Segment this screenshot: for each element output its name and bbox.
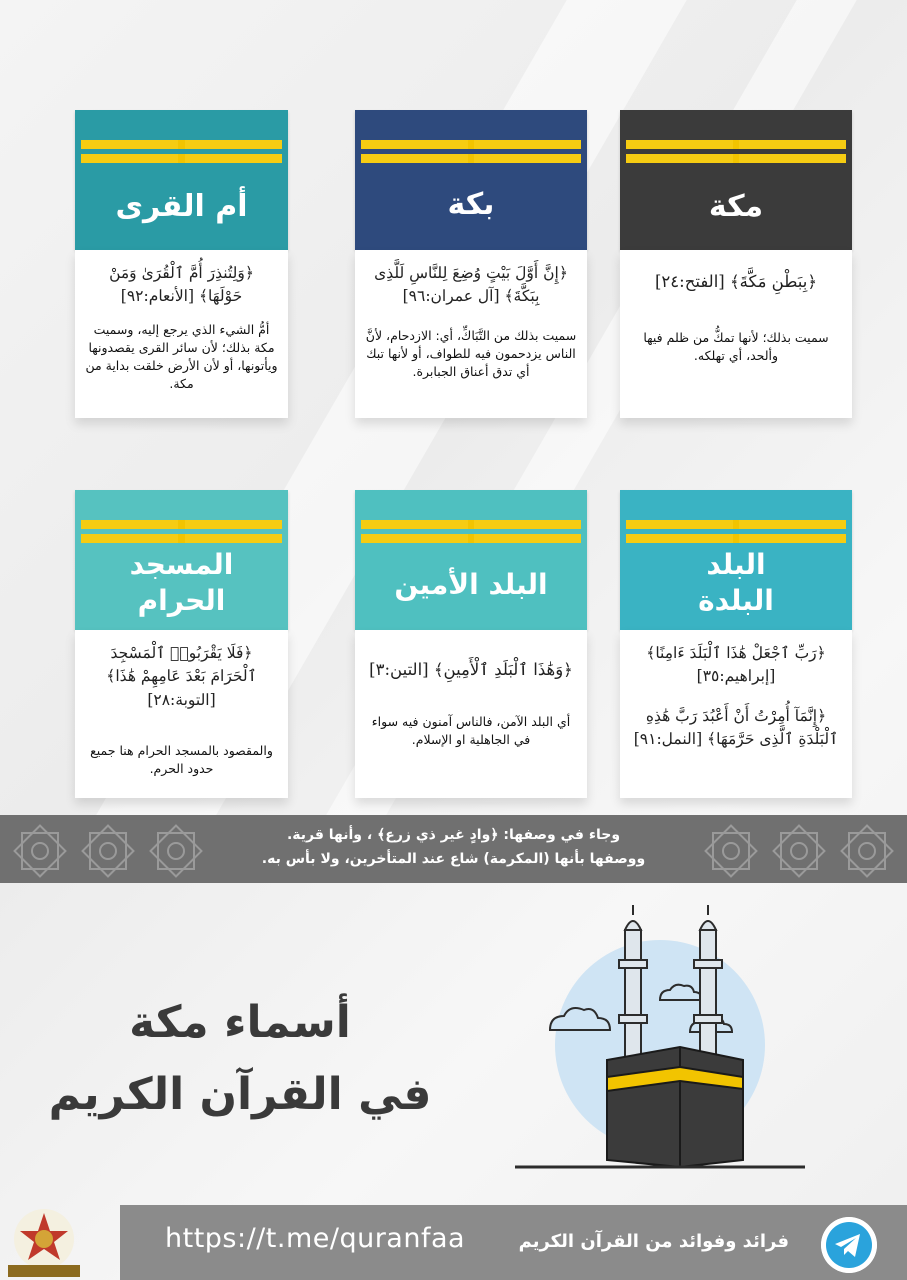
kaaba-illustration — [515, 905, 805, 1170]
forum-logo — [4, 1205, 122, 1280]
verse-second: ﴿إِنَّمَآ أُمِرْتُ أَنْ أَعْبُدَ رَبَّ هَٰذِهِ ٱلْبَلْدَةِ ٱلَّذِى حَرَّمَهَا﴾ [النمل:٩١] — [633, 706, 839, 748]
card-panel — [75, 630, 288, 798]
strip-text — [200, 823, 707, 871]
info-strip — [0, 815, 907, 883]
card-title-line: الحرام — [137, 584, 226, 617]
card-title: أم القرى — [115, 189, 248, 224]
verse: ﴿وَلِتُنذِرَ أُمَّ ٱلْقُرَىٰ وَمَنْ حَوْلَهَا﴾ [الأنعام:٩٢] — [109, 264, 254, 306]
verse: ﴿فَلَا يَقْرَبُوا۟ ٱلْمَسْجِدَ ٱلْحَرَامَ بَعْدَ عَامِهِمْ هَٰذَا﴾ [التوبة:٢٨] — [106, 644, 257, 709]
telegram-icon[interactable] — [821, 1217, 877, 1273]
kaaba-cube — [75, 490, 288, 630]
channel-link[interactable]: https://t.me/quranfaa — [165, 1223, 466, 1254]
hero-title-line: أسماء مكة — [129, 997, 351, 1048]
kaaba-cube — [75, 110, 288, 250]
description: أمُّ الشيء الذي يرجع إليه، وسميت مكة بذلك؛ لأن سائر القرى يقصدونها ويأتونها، أو لأن الأرض خلقت بداية من مكة. — [85, 321, 278, 391]
description: سميت بذلك؛ لأنها تمكُّ من ظلم فيها وألحد، أي تهلكه. — [643, 329, 829, 363]
card-panel — [620, 250, 852, 418]
islamic-star-icon — [703, 823, 759, 879]
card-title-line: البلد — [706, 548, 766, 581]
description: والمقصود بالمسجد الحرام هنا جميع حدود الحرم. — [90, 742, 273, 776]
strip-line: وجاء في وصفها: ﴿وادٍ غير ذي زرع﴾ ، وأنها قرية. — [286, 827, 621, 843]
islamic-star-icon — [771, 823, 827, 879]
card-title: البلد الأمين — [394, 568, 548, 601]
card-title-line: البلدة — [698, 584, 774, 617]
strip-line: ووصفها بأنها (المكرمة) شاع عند المتأخرين، ولا بأس به. — [261, 851, 646, 867]
verse: ﴿إِنَّ أَوَّلَ بَيْتٍ وُضِعَ لِلنَّاسِ لَلَّذِى بِبَكَّةَ﴾ [آل عمران:٩٦] — [374, 264, 568, 306]
kaaba-cube — [620, 490, 852, 630]
kaaba-cube — [355, 110, 587, 250]
kaaba-cube — [355, 490, 587, 630]
card-panel — [620, 630, 852, 798]
islamic-star-icon — [80, 823, 136, 879]
description: سميت بذلك من التَّبَاكِّ، أي: الازدحام، لأنَّ الناس يزدحمون فيه للطواف، أو لأنها تبك أي تدق أعناق الجبابرة. — [365, 327, 577, 379]
islamic-star-icon — [12, 823, 68, 879]
channel-name: فرائد وفوائد من القرآن الكريم — [518, 1231, 789, 1252]
footer-bar — [120, 1205, 907, 1280]
islamic-star-icon — [148, 823, 204, 879]
card-title: مكة — [708, 189, 764, 224]
verse: ﴿بِبَطْنِ مَكَّةَ﴾ [الفتح:٢٤] — [654, 272, 818, 291]
card-panel — [355, 250, 587, 418]
card-title: بكة — [447, 187, 495, 222]
kaaba-cube — [620, 110, 852, 250]
card-panel — [355, 630, 587, 798]
card-panel — [75, 250, 288, 418]
description: أي البلد الآمن، فالناس آمنون فيه سواء في الجاهلية او الإسلام. — [371, 713, 571, 747]
verse: ﴿رَبِّ ٱجْعَلْ هَٰذَا ٱلْبَلَدَ ءَامِنًا﴾ [إبراهيم:٣٥] — [646, 644, 826, 686]
islamic-star-icon — [839, 823, 895, 879]
card-title-line: المسجد — [129, 548, 234, 581]
verse: ﴿وَهَٰذَا ٱلْبَلَدِ ٱلْأَمِينِ﴾ [التين:٣] — [369, 660, 573, 679]
hero-title-line: في القرآن الكريم — [48, 1069, 432, 1120]
